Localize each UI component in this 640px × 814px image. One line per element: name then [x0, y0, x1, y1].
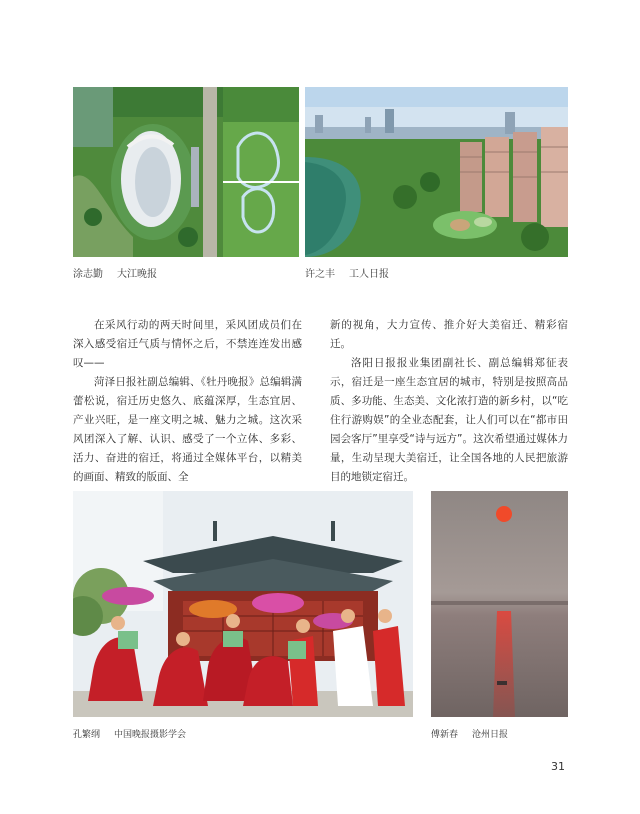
- article-paragraph: 新的视角，大力宣传、推介好大美宿迁、精彩宿迁。: [330, 319, 568, 350]
- outlet-name: 大江晚报: [117, 269, 157, 280]
- article-paragraph: 在采风行动的两天时间里，采风团成员们在深入感受宿迁气质与情怀之后，不禁连连发出感叹——: [73, 319, 302, 369]
- city-skyline-photo: [305, 87, 568, 257]
- photographer-name: 孔繁纲: [73, 730, 101, 740]
- article-paragraph: 洛阳日报报业集团副社长、副总编辑郑征表示，宿迁是一座生态宜居的城市，特别是按照高品质、多功能、生态美、文化浓打造的新乡村，以“吃住行游购娱”的全业态配套，让人们可以在“都市田园会客厅”里享受“诗与远方”。这次希望通过媒体力量，生动呈现大美宿迁，让全国各地的人民把旅游目的地锁定宿迁。: [330, 357, 568, 483]
- photographer-name: 涂志勤: [73, 269, 103, 280]
- sunset-lake-photo: [431, 491, 568, 717]
- article-left-column: [73, 316, 302, 487]
- photographer-name: 傅新春: [431, 730, 459, 740]
- aerial-park-photo: [73, 87, 299, 257]
- photographer-name: 许之丰: [305, 269, 335, 280]
- folk-dance-photo: [73, 491, 413, 717]
- article-paragraph: 菏泽日报社副总编辑、《牡丹晚报》总编辑满蕾松说，宿迁历史悠久、底蕴深厚，生态宜居、产业兴旺，是一座文明之城、魅力之城。这次采风团深入了解、认识、感受了一个立体、多彩、活力、奋进的宿迁，将通过全媒体平台，以精美的画面、精致的版面、全: [73, 376, 302, 483]
- outlet-name: 中国晚报摄影学会: [114, 730, 187, 740]
- page-number: 31: [551, 760, 565, 773]
- article-right-column: [330, 316, 568, 487]
- photo-credit-top-left: [73, 265, 157, 280]
- outlet-name: 工人日报: [349, 269, 389, 280]
- photo-credit-bottom-right: [431, 727, 508, 740]
- photo-credit-top-right: [305, 265, 389, 280]
- photo-credit-bottom-left: [73, 727, 186, 740]
- outlet-name: 沧州日报: [472, 730, 509, 740]
